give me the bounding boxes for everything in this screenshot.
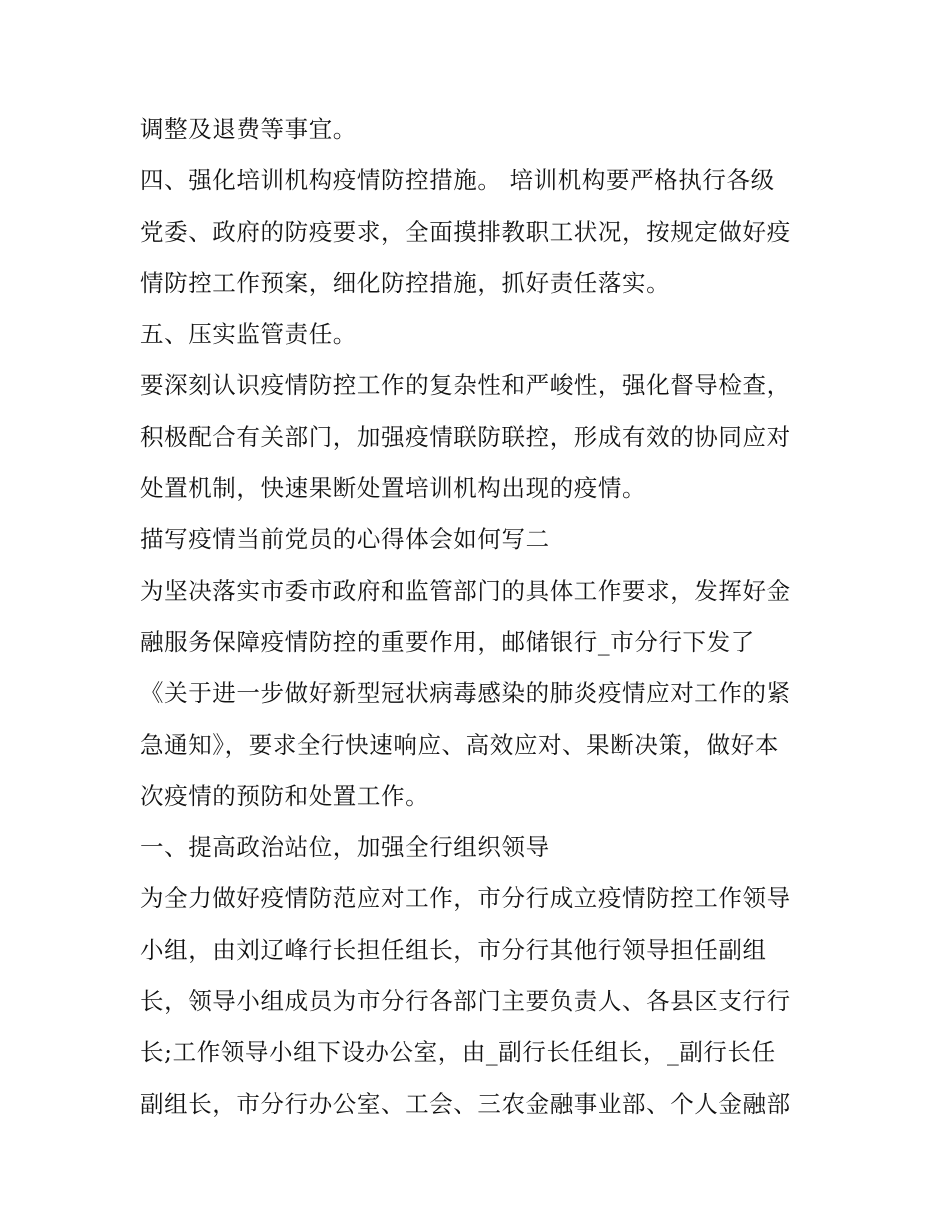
text-line: 处置机制，快速果断处置培训机构出现的疫情。 (140, 474, 647, 503)
text-line: 《关于进一步做好新型冠状病毒感染的肺炎疫情应对工作的紧 (140, 679, 791, 708)
text-line: 次疫情的预防和处置工作。 (140, 781, 430, 810)
text-line: 为坚决落实市委市政府和监管部门的具体工作要求，发挥好金 (140, 576, 791, 605)
document-body (140, 104, 830, 1130)
section-heading-5: 五、压实监管责任。 (140, 320, 357, 349)
text-line: 积极配合有关部门，加强疫情联防联控，形成有效的协同应对 (140, 422, 791, 451)
text-line: 急通知》，要求全行快速响应、高效应对、果断决策，做好本 (140, 730, 779, 759)
text-line: 副组长，市分行办公室、工会、三农金融事业部、个人金融部 (140, 1089, 791, 1118)
article-title: 描写疫情当前党员的心得体会如何写二 (140, 525, 550, 554)
text-line: 党委、政府的防疫要求，全面摸排教职工状况，按规定做好疫 (140, 217, 791, 246)
text-line: 调整及退费等事宜。 (140, 115, 357, 143)
text-line: 情防控工作预案，细化防控措施，抓好责任落实。 (140, 268, 671, 297)
section-heading-4: 四、强化培训机构疫情防控措施。 培训机构要严格执行各级 (140, 166, 775, 195)
text-line: 小组，由刘辽峰行长担任组长，市分行其他行领导担任副组 (140, 935, 767, 964)
text-line: 为全力做好疫情防范应对工作，市分行成立疫情防控工作领导 (140, 884, 791, 913)
section-heading-1: 一、提高政治站位，加强全行组织领导 (140, 833, 550, 862)
text-line: 长，领导小组成员为市分行各部门主要负责人、各县区支行行 (140, 987, 791, 1016)
text-line: 要深刻认识疫情防控工作的复杂性和严峻性，强化督导检查， (140, 371, 791, 400)
text-line: 长;工作领导小组下设办公室，由_副行长任组长，_副行长任 (140, 1038, 776, 1067)
text-line: 融服务保障疫情防控的重要作用，邮储银行_市分行下发了 (140, 627, 755, 656)
